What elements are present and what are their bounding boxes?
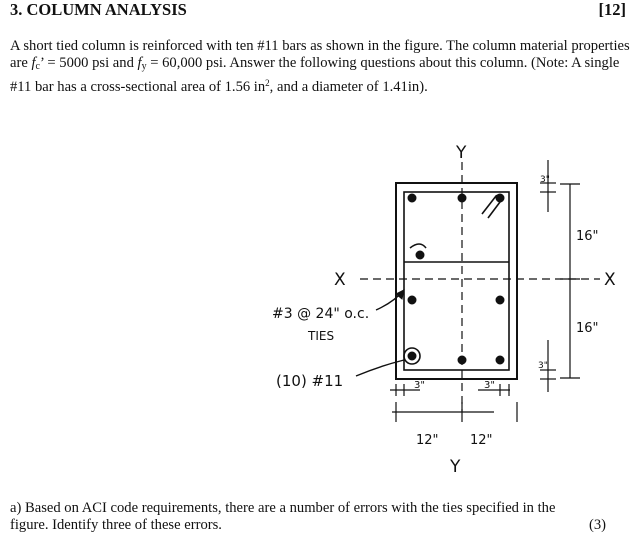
left-bottom-cover-dim-label: 3": [414, 380, 425, 391]
section-title: 3. COLUMN ANALYSIS: [10, 0, 187, 19]
rebar: [409, 353, 416, 360]
rebar: [497, 195, 504, 202]
y-axis-bottom-label: Y: [450, 457, 461, 477]
tie-type-label: TIES: [308, 329, 335, 343]
rebar: [497, 357, 504, 364]
half-width-left-label: 12": [416, 433, 439, 448]
y-axis-top-label: Y: [456, 143, 467, 163]
top-cover-dim-label: 3": [540, 175, 550, 185]
rebar: [417, 252, 424, 259]
rebar: [409, 195, 416, 202]
rebar: [459, 195, 466, 202]
rebar: [497, 297, 504, 304]
tie-hook-left: [410, 244, 426, 248]
question-a-marks: (3): [588, 517, 606, 533]
half-height-bottom-label: 16": [576, 321, 599, 336]
tie-spacing-label: #3 @ 24" o.c.: [272, 306, 370, 322]
x-axis-right-label: X: [604, 270, 616, 290]
rebar: [409, 297, 416, 304]
x-axis-left-label: X: [334, 270, 346, 290]
column-outline: [396, 183, 517, 379]
half-height-top-label: 16": [576, 229, 599, 244]
half-width-right-label: 12": [470, 433, 493, 448]
bars-label: (10) #11: [276, 372, 344, 390]
question-a: a) Based on ACI code requirements, there are a number of errors with the ties specified in the figure. Identify three of these errors.: [10, 500, 556, 533]
tie-outline: [404, 192, 509, 370]
right-bottom-cover-dim-label: 3": [538, 361, 548, 371]
rebar: [459, 357, 466, 364]
section-marks: [12]: [598, 0, 626, 19]
problem-statement: A short tied column is reinforced with ten #11 bars as shown in the figure. The column material properties are $f_c$’ = 5000 psi and $f_y = 60,000$ psi. Answer the following questions about this column. (Note: A single #11 bar has a cross-sectional area of 1.56 $in^2$, and a diameter of 1.41in).: [10, 38, 630, 95]
bottom-right-cover-dim-label: 3": [484, 380, 495, 391]
